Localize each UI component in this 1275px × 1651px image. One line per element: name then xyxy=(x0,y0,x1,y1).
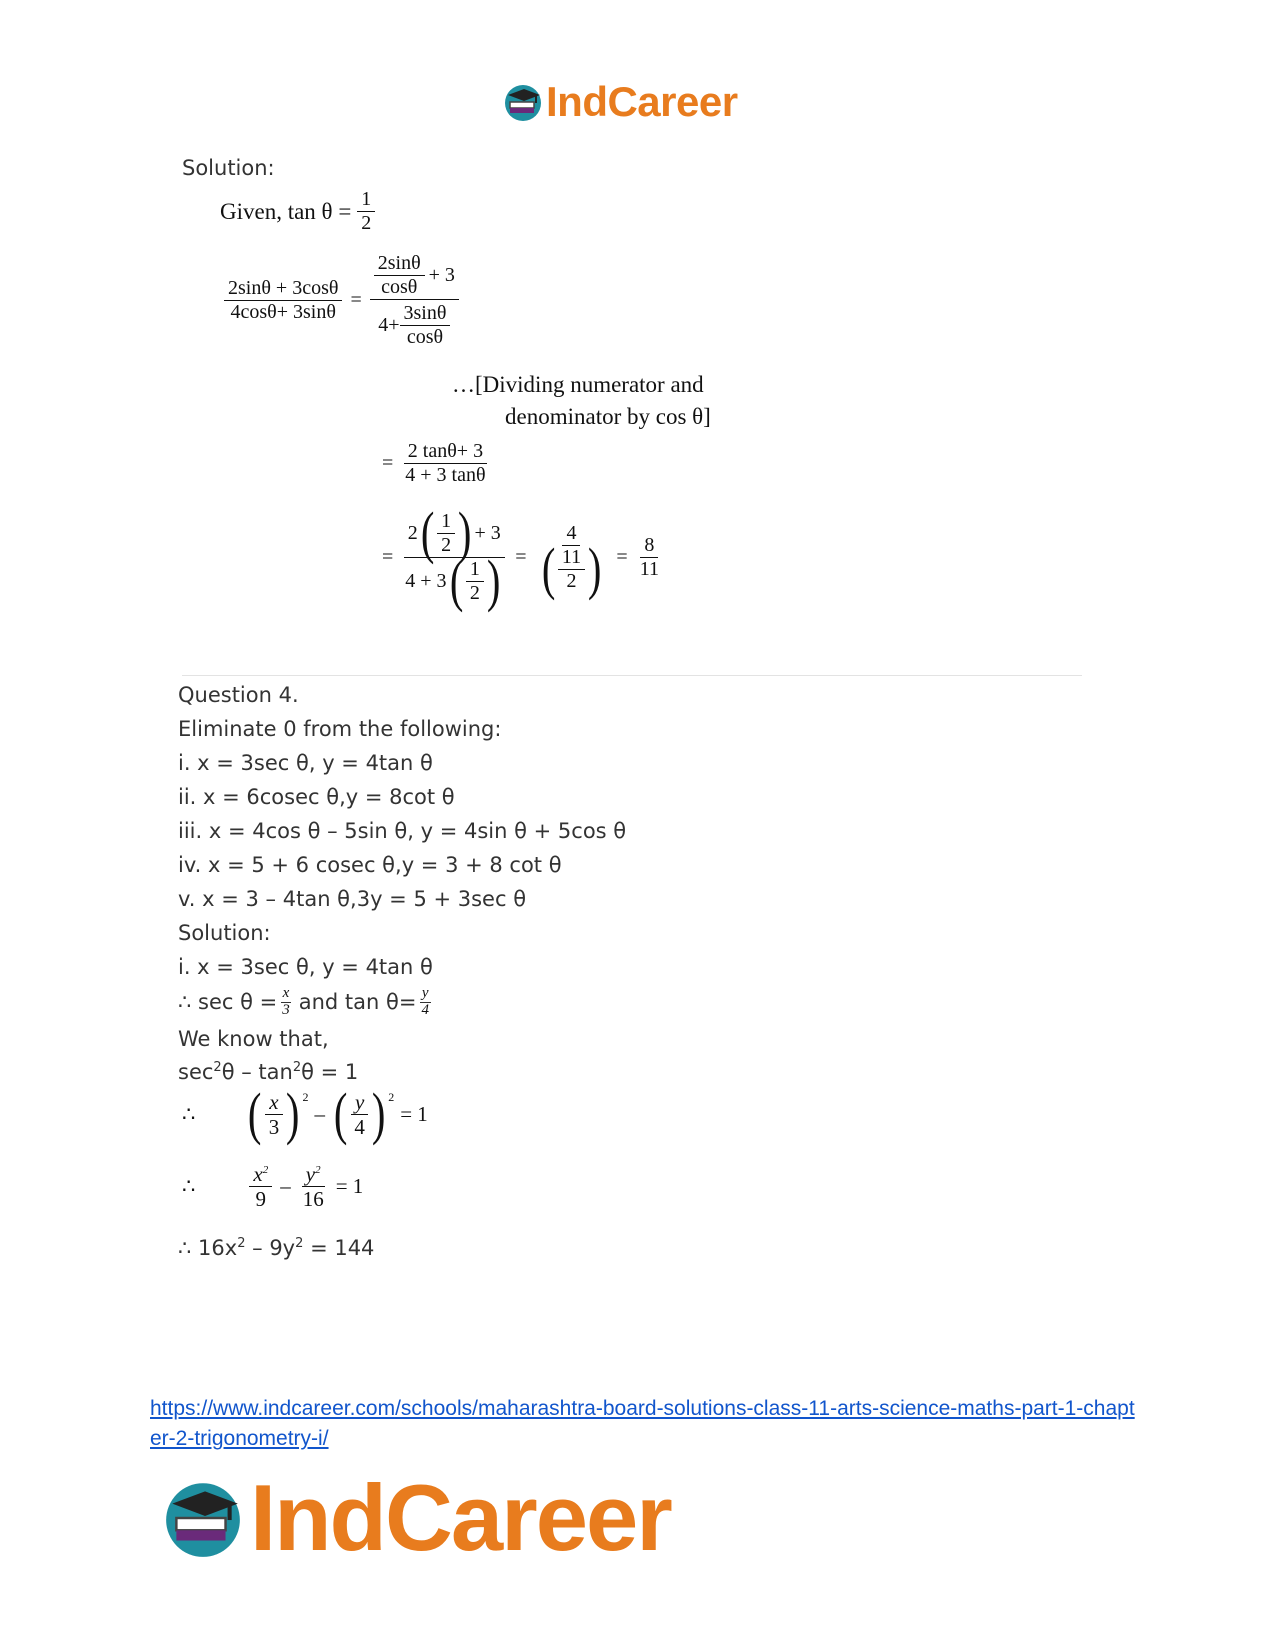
question-item: iii. x = 4cos θ – 5sin θ, y = 4sin θ + 5cos θ xyxy=(178,819,627,843)
solution-line: i. x = 3sec θ, y = 4tan θ xyxy=(178,955,433,979)
question-item: v. x = 3 – 4tan θ,3y = 5 + 3sec θ xyxy=(178,887,527,911)
step3-fraction: 2 ( $\frac{1}{2}$ ) + 3 4 + 3 ( $\frac{1}{2}$ ) xyxy=(401,510,507,605)
equation-expanded: ∴ $\frac{x^2}{9}$ – $\frac{y^2}{16}$ = 1 xyxy=(182,1162,364,1212)
we-know-text: We know that, xyxy=(178,1027,329,1051)
solution-heading: Solution: xyxy=(178,921,271,945)
brand-name: IndCareer xyxy=(250,1465,671,1570)
solution-line-fractions: ∴ sec θ = $\frac{x}{3}$ and tan θ= $\frac{y}{4}$ xyxy=(178,985,429,1018)
section-divider xyxy=(182,675,1082,676)
source-url-link[interactable]: https://www.indcareer.com/schools/maharashtra-board-solutions-class-11-arts-science-maths-part-1-chapter-2-trigonometry-i/ xyxy=(150,1397,1135,1450)
note-line-1: …[Dividing numerator and xyxy=(452,372,704,397)
brand-name: IndCareer xyxy=(546,78,738,125)
step3-mid-fraction: 4 ( $\frac{11}{2}$ ) xyxy=(541,522,602,602)
equation-squared: ∴ ( $\frac{x}{3}$ ) $^2$ – ( $\frac{y}{4}$ ) $^2$ = 1 xyxy=(182,1081,428,1147)
step2-equation: = $\frac{2 \tan\theta+ 3}{4 + 3 \tan\theta}$ xyxy=(382,440,490,487)
question-prompt: Eliminate 0 from the following: xyxy=(178,717,502,741)
brand-logo-top xyxy=(502,78,738,126)
note-line-2: denominator by cos θ] xyxy=(505,404,711,429)
step1-equation: $\frac{2\sin\theta + 3\cos\theta}{4\cos\theta+ 3\sin\theta}$ = $\frac{2\sin\theta}{\cos\theta}$ + 3 4+ $\frac{3\sin\theta}{\cos\theta}$ xyxy=(224,252,459,349)
question-title: Question 4. xyxy=(178,683,299,707)
given-fraction: $\frac{1}{2}$ xyxy=(357,188,375,235)
question-item: iv. x = 5 + 6 cosec θ,y = 3 + 8 cot θ xyxy=(178,853,562,877)
step2-fraction: $\frac{2 \tan\theta+ 3}{4 + 3 \tan\theta}$ xyxy=(405,440,486,486)
step3-equation: = 2 ( $\frac{1}{2}$ ) + 3 4 + 3 ( $\frac{1}{2}$ ) = 4 ( $\frac{11}{2}$ ) = $\frac{8}{11}$ xyxy=(382,510,663,605)
result-fraction: $\frac{8}{11}$ xyxy=(639,534,659,580)
identity-line: $\sec^2\theta - \tan^2\theta = 1$ xyxy=(178,1060,359,1084)
final-answer: ∴ $16x^2 - 9y^2 = 144$ xyxy=(178,1236,375,1260)
graduation-book-icon xyxy=(502,81,544,123)
lhs-fraction: $\frac{2\sin\theta + 3\cos\theta}{4\cos\theta+ 3\sin\theta}$ xyxy=(224,277,342,324)
given-prefix: Given, tan θ = xyxy=(220,198,352,224)
given-line xyxy=(220,188,375,235)
question-item: ii. x = 6cosec θ,y = 8cot θ xyxy=(178,785,455,809)
brand-logo-bottom xyxy=(160,1464,671,1572)
compound-fraction: $\frac{2\sin\theta}{\cos\theta}$ + 3 4+ $\frac{3\sin\theta}{\cos\theta}$ xyxy=(370,252,459,349)
solution-heading: Solution: xyxy=(182,156,275,180)
graduation-book-icon xyxy=(160,1475,246,1561)
question-item: i. x = 3sec θ, y = 4tan θ xyxy=(178,751,433,775)
